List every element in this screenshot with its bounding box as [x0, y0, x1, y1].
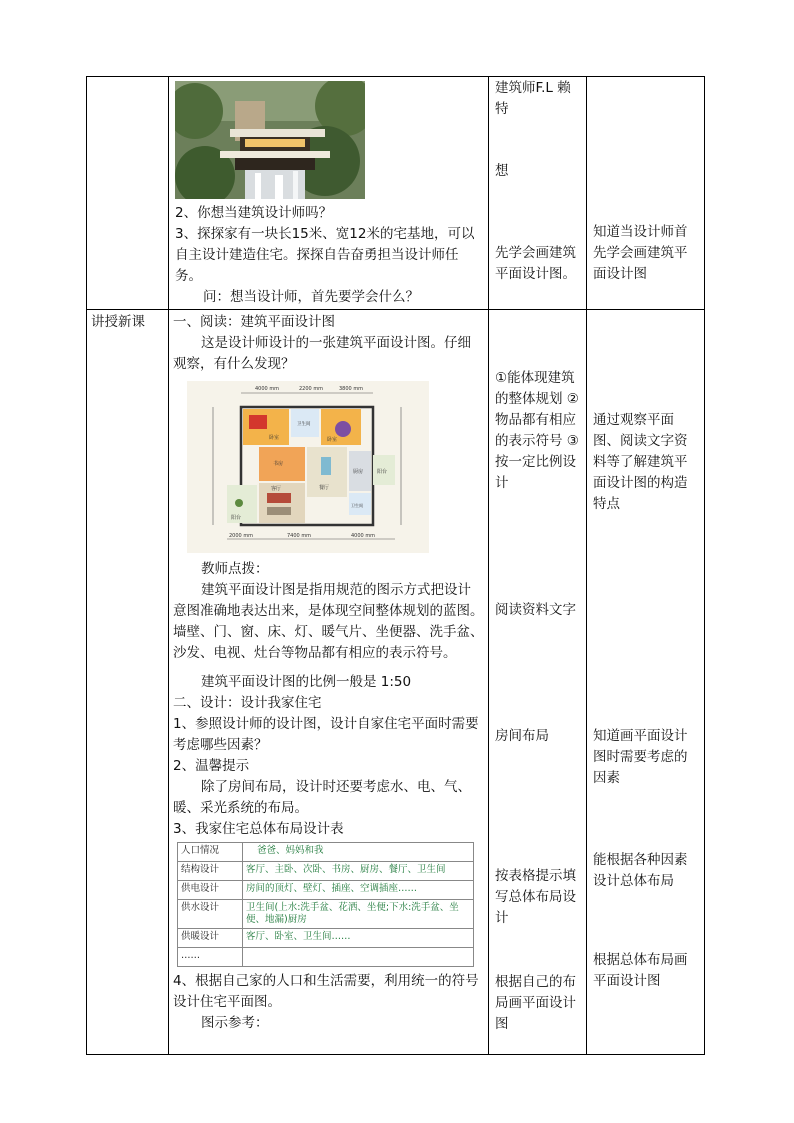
room-label: 厨房 — [353, 469, 364, 475]
dim-top-3: 3800 mm — [339, 386, 364, 392]
table-cell: 客厅、主卧、次卧、书房、厨房、餐厅、卫生间 — [243, 862, 474, 881]
table-cell: …… — [178, 948, 243, 967]
read-intro: 这是设计师设计的一张建筑平面设计图。仔细观察，有什么发现？ — [173, 335, 471, 372]
table-row — [87, 77, 705, 310]
room-label: 阳台 — [377, 469, 388, 475]
task-description: 3、探探家有一块长15米、宽12米的宅基地，可以自主设计建造住宅。探探自告奋勇担当设计师任务。 — [175, 226, 475, 284]
tip-text: 除了房间布局，设计时还要考虑水、电、气、暖、采光系统的布局。 — [173, 779, 471, 816]
room-label: 客厅 — [271, 486, 282, 492]
dim-top-2: 2200 mm — [299, 386, 324, 392]
content-cell — [169, 77, 489, 310]
table-cell: 供水设计 — [178, 900, 243, 929]
architect-name: 建筑师F.L 赖特 — [495, 80, 571, 117]
question-designer: 2、你想当建筑设计师吗？ — [175, 205, 333, 221]
table-row — [178, 900, 474, 929]
student-activity-cell — [489, 310, 587, 1055]
question-factors: 1、参照设计师的设计图，设计自家住宅平面时需要考虑哪些因素？ — [173, 716, 479, 753]
activity-draw: 根据自己的布局画平面设计图 — [495, 974, 576, 1032]
room-label: 书房 — [273, 461, 284, 467]
goal-overall: 能根据各种因素设计总体布局 — [593, 852, 688, 889]
goal-cell — [587, 77, 705, 310]
scale-paragraph: 建筑平面设计图的比例一般是 1:50 — [201, 674, 412, 690]
goal-draw: 根据总体布局画平面设计图 — [593, 952, 688, 989]
dim-bottom-2: 7400 mm — [287, 533, 312, 539]
table-cell: 客厅、卧室、卫生间…… — [243, 929, 474, 948]
table-row — [87, 310, 705, 1055]
table-row — [178, 929, 474, 948]
floor-plan-image — [187, 381, 429, 553]
room-label: 卧室 — [327, 437, 338, 443]
table-row — [178, 948, 474, 967]
lesson-table — [86, 76, 705, 1055]
goal-factors: 知道画平面设计图时需要考虑的因素 — [593, 728, 688, 786]
goal-text: 知道当设计师首先学会画建筑平面设计图 — [593, 224, 688, 282]
table-cell: 人口情况 — [178, 843, 243, 862]
teacher-tip-label: 教师点拨： — [201, 561, 269, 577]
table-cell: 卫生间(上水:洗手盆、花洒、坐便;下水:洗手盆、坐便、地漏)厨房 — [243, 900, 474, 929]
activity-read: 阅读资料文字 — [495, 602, 576, 618]
section-design-title: 二、设计：设计我家住宅 — [173, 695, 322, 711]
table-cell: 供电设计 — [178, 881, 243, 900]
question-first-step: 问：想当设计师，首先要学会什么？ — [203, 289, 419, 305]
table-cell: 结构设计 — [178, 862, 243, 881]
dim-bottom-1: 2000 mm — [229, 533, 254, 539]
stage-label: 讲授新课 — [91, 314, 145, 330]
table-row — [178, 881, 474, 900]
goal-observe: 通过观察平面图、阅读文字资料等了解建筑平面设计图的构造特点 — [593, 412, 688, 512]
student-activity-cell — [489, 77, 587, 310]
layout-table-title: 3、我家住宅总体布局设计表 — [173, 821, 344, 837]
activity-answer: 先学会画建筑平面设计图。 — [495, 245, 576, 282]
room-label: 卫生间 — [351, 503, 363, 508]
explanation-paragraph: 建筑平面设计图是指用规范的图示方式把设计意图准确地表达出来，是体现空间整体规划的蓝图。墙壁、门、窗、床、灯、暖气片、坐便器、洗手盆、沙发、电视、灶台等物品都有相应的表示符号。 — [173, 582, 484, 661]
task-draw-plan: 4、根据自己家的人口和生活需要，利用统一的符号设计住宅平面图。 — [173, 973, 479, 1010]
reference-label: 图示参考： — [201, 1015, 269, 1031]
content-cell — [169, 310, 489, 1055]
table-cell: 供暖设计 — [178, 929, 243, 948]
table-cell: 爸爸、妈妈和我 — [243, 843, 474, 862]
layout-design-table — [177, 842, 474, 967]
activity-layout: 房间布局 — [495, 728, 549, 744]
activity-think: 想 — [495, 163, 509, 179]
stage-cell — [87, 310, 169, 1055]
room-label: 卫生间 — [297, 422, 311, 427]
section-read-title: 一、阅读：建筑平面设计图 — [173, 314, 335, 330]
table-cell — [243, 948, 474, 967]
table-cell: 房间的顶灯、壁灯、插座、空调插座…… — [243, 881, 474, 900]
dim-bottom-3: 4000 mm — [351, 533, 376, 539]
table-row — [178, 843, 474, 862]
dim-top-1: 4000 mm — [255, 386, 280, 392]
fallingwater-photo — [175, 81, 365, 199]
stage-cell-empty — [87, 77, 169, 310]
activity-findings: ①能体现建筑的整体规划 ②物品都有相应的表示符号 ③按一定比例设计 — [495, 370, 579, 491]
goal-cell — [587, 310, 705, 1055]
room-label: 餐厅 — [319, 485, 330, 491]
table-row — [178, 862, 474, 881]
activity-fill-table: 按表格提示填写总体布局设计 — [495, 868, 576, 926]
tip-heading: 2、温馨提示 — [173, 758, 250, 774]
room-label: 阳台 — [231, 515, 242, 521]
room-label: 卧室 — [269, 435, 280, 441]
